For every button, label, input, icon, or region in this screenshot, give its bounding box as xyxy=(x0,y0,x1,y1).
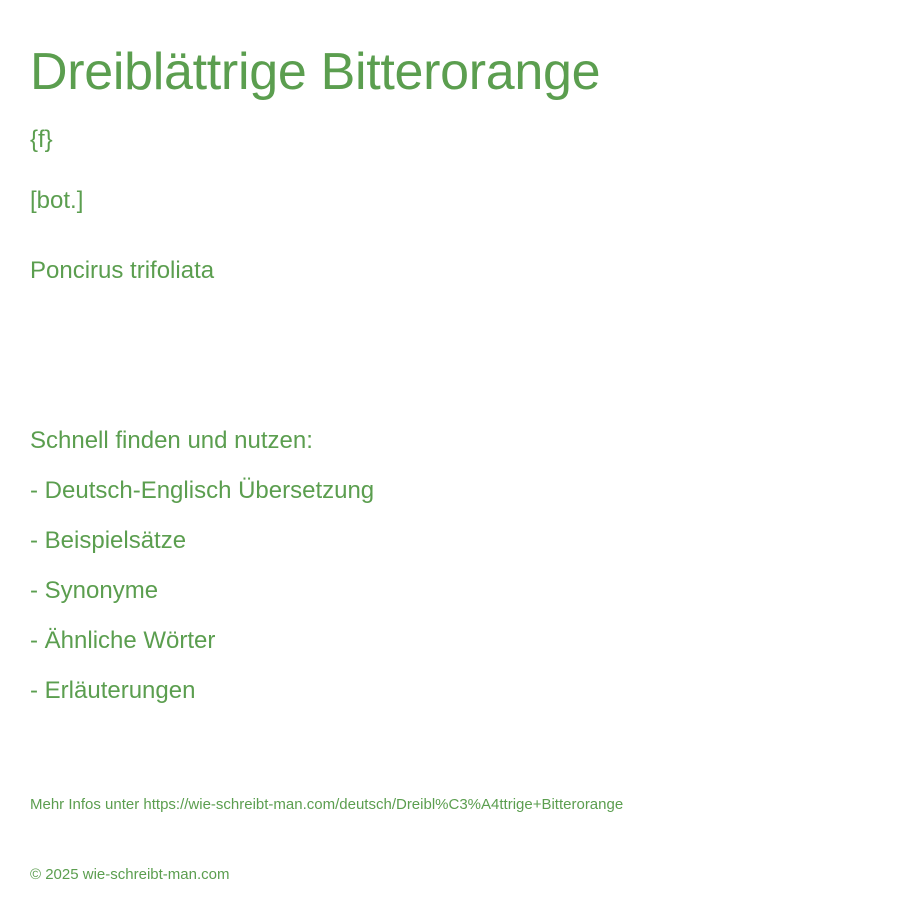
quick-links-list xyxy=(30,476,374,726)
gender-label: {f} xyxy=(30,126,53,153)
quick-link-translation: - Deutsch-Englisch Übersetzung xyxy=(30,477,375,504)
category-label: [bot.] xyxy=(30,187,84,214)
page-title: Dreiblättrige Bitterorange xyxy=(30,43,601,101)
more-info-text: Mehr Infos unter https://wie-schreibt-man.com/deutsch/Dreibl%C3%A4ttrige+Bitterorange xyxy=(30,796,624,813)
translation-text: Poncirus trifoliata xyxy=(30,257,215,284)
quick-link-explanations: - Erläuterungen xyxy=(30,677,196,704)
quick-links-heading: Schnell finden und nutzen: xyxy=(30,427,313,454)
quick-link-synonyms: - Synonyme xyxy=(30,577,159,604)
quick-link-similar-words: - Ähnliche Wörter xyxy=(30,627,216,654)
copyright-text: © 2025 wie-schreibt-man.com xyxy=(30,866,230,883)
quick-link-example-sentences: - Beispielsätze xyxy=(30,527,187,554)
